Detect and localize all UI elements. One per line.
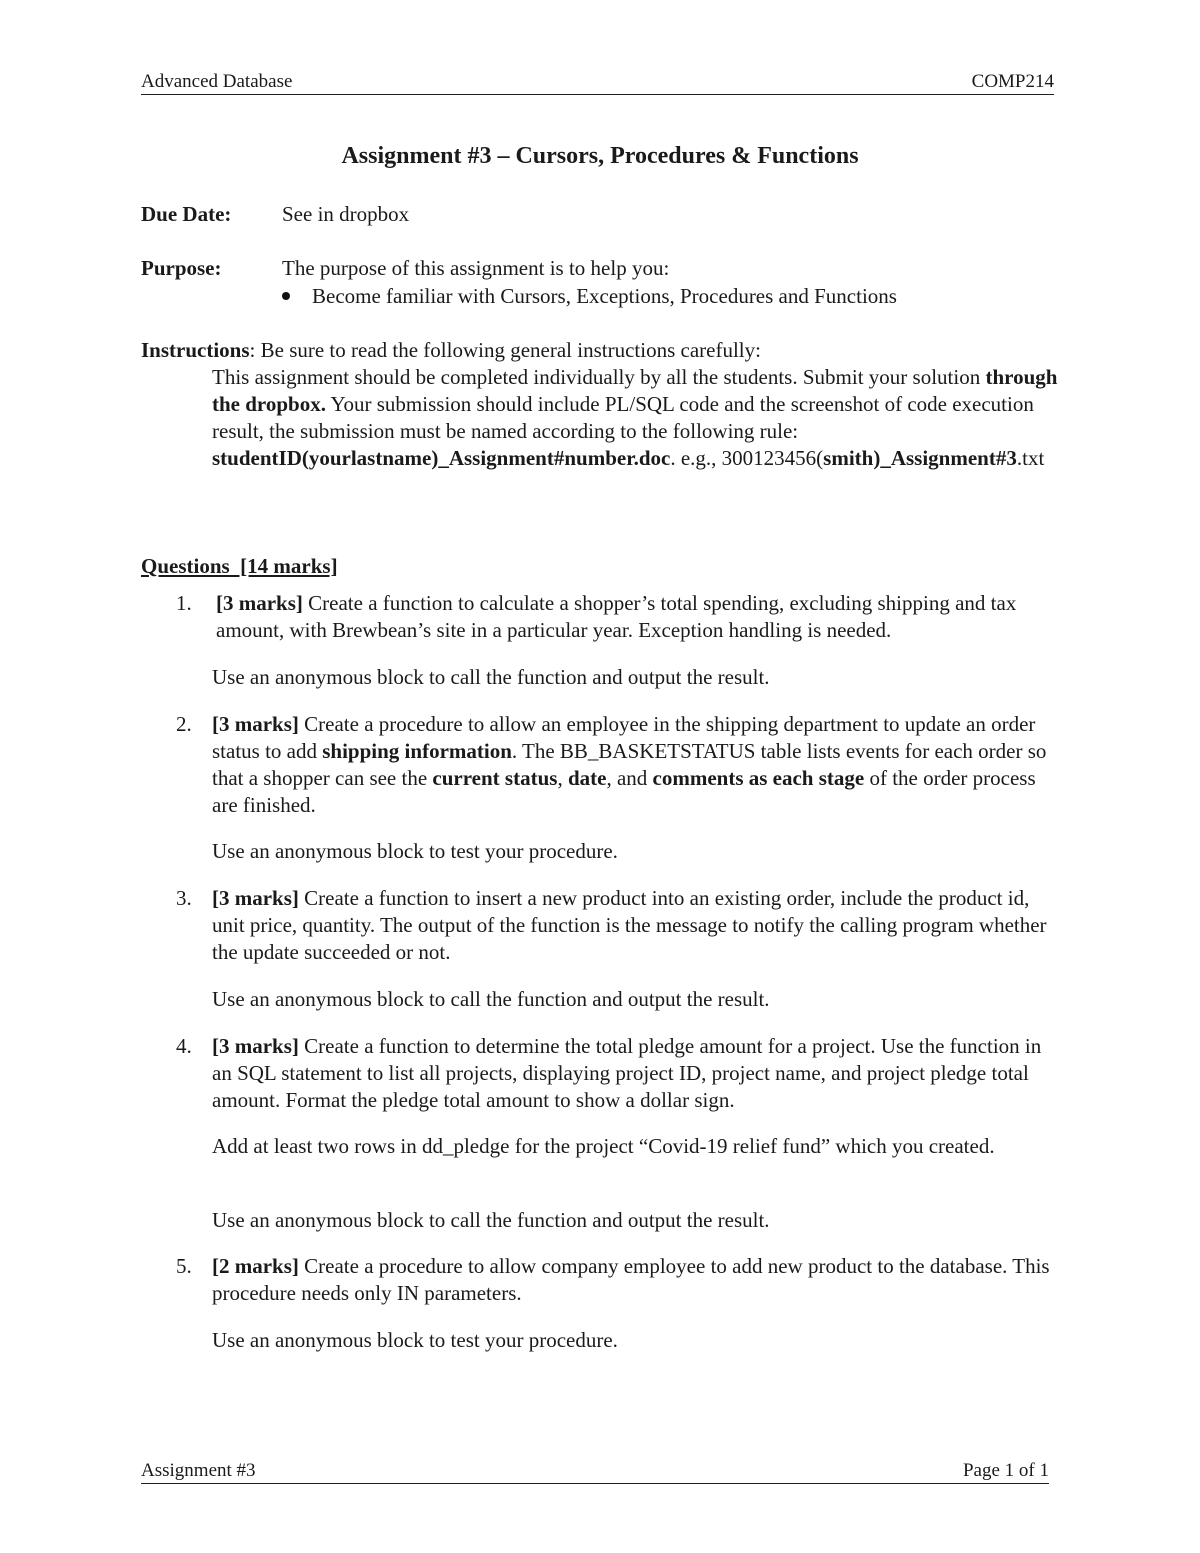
question-5-text [212, 1253, 1062, 1307]
question-body: of the order process are finished. [212, 766, 1036, 817]
instructions-intro: : Be sure to read the following general instructions carefully: [249, 338, 761, 362]
question-2-note: Use an anonymous block to test your procedure. [212, 839, 618, 863]
instructions-text-2: Your submission should include PL/SQL code and the screenshot of code execution result, the submission must be named according to the following rule: [212, 392, 1034, 443]
instructions-text-1: This assignment should be completed individually by all the students. Submit your solution [212, 365, 986, 389]
due-date-value: See in dropbox [282, 202, 410, 226]
question-marks: [3 marks] [216, 591, 303, 615]
instructions-text-4: .txt [1016, 446, 1045, 470]
question-4-extra: Add at least two rows in dd_pledge for the project “Covid-19 relief fund” which you created. [212, 1134, 995, 1158]
question-body: Create a procedure to allow company employee to add new product to the database. This procedure needs only IN parameters. [212, 1254, 1050, 1305]
question-1-text [216, 590, 1062, 644]
question-body: , [557, 766, 568, 790]
question-bold: date [567, 766, 607, 790]
purpose-label: Purpose: [141, 256, 222, 280]
bullet-icon [282, 292, 290, 300]
question-number: 3. [176, 886, 192, 910]
purpose-bullet-text: Become familiar with Cursors, Exceptions, Procedures and Functions [312, 284, 897, 308]
question-number: 2. [176, 712, 192, 736]
question-bold: comments as each stage [652, 766, 865, 790]
page-header [141, 71, 1054, 95]
question-body: Create a procedure to allow an employee in the shipping department to update an order status to add [212, 712, 1036, 763]
header-course-name: Advanced Database [141, 71, 293, 92]
question-body: , and [606, 766, 653, 790]
question-4-text [212, 1033, 1062, 1114]
document-title: Assignment #3 – Cursors, Procedures & Functions [341, 143, 859, 169]
question-body: Create a function to determine the total pledge amount for a project. Use the function in an SQL statement to list all projects, displaying project ID, project name, and project pledge total amount. Format the pledge total amount to show a dollar sign. [212, 1034, 1042, 1112]
question-marks: [3 marks] [212, 886, 299, 910]
question-4-note: Use an anonymous block to call the function and output the result. [212, 1208, 770, 1232]
instructions-body [212, 364, 1062, 472]
footer-page-number: Page 1 of 1 [962, 1460, 1049, 1481]
question-body: . The BB_BASKETSTATUS table lists events for each order so that a shopper can see the [212, 739, 1047, 790]
question-number: 5. [176, 1254, 192, 1278]
question-body: Create a function to calculate a shopper’s total spending, excluding shipping and tax amount, with Brewbean’s site in a particular year. Exception handling is needed. [216, 591, 1017, 642]
question-5-note: Use an anonymous block to test your procedure. [212, 1328, 618, 1352]
instructions-bold-1: through the dropbox. [212, 365, 1058, 416]
question-marks: [3 marks] [212, 712, 299, 736]
question-bold: current status [432, 766, 558, 790]
question-marks: [2 marks] [212, 1254, 299, 1278]
purpose-value: The purpose of this assignment is to help you: [282, 256, 670, 280]
purpose-bullet [282, 283, 897, 310]
question-bold: shipping information [322, 739, 512, 763]
header-course-code: COMP214 [971, 71, 1054, 92]
instructions-line [141, 337, 761, 364]
question-number: 4. [176, 1034, 192, 1058]
instructions-label: Instructions [141, 338, 250, 362]
question-3-text [212, 885, 1062, 966]
page-footer [141, 1460, 1049, 1484]
instructions-bold-3: smith)_Assignment#3 [823, 446, 1017, 470]
question-3-note: Use an anonymous block to call the function and output the result. [212, 987, 770, 1011]
question-number: 1. [176, 591, 192, 615]
question-marks: [3 marks] [212, 1034, 299, 1058]
question-body: Create a function to insert a new product into an existing order, include the product id, unit price, quantity. The output of the function is the message to notify the calling program whether the update succeeded or not. [212, 886, 1047, 964]
instructions-bold-2: studentID(yourlastname)_Assignment#number.doc [212, 446, 671, 470]
instructions-text-3: . e.g., 300123456( [670, 446, 824, 470]
question-2-text [212, 711, 1062, 819]
questions-heading: Questions [14 marks] [141, 554, 338, 578]
question-1-note: Use an anonymous block to call the function and output the result. [212, 665, 770, 689]
due-date-label: Due Date: [141, 202, 232, 226]
footer-assignment: Assignment #3 [141, 1460, 256, 1481]
